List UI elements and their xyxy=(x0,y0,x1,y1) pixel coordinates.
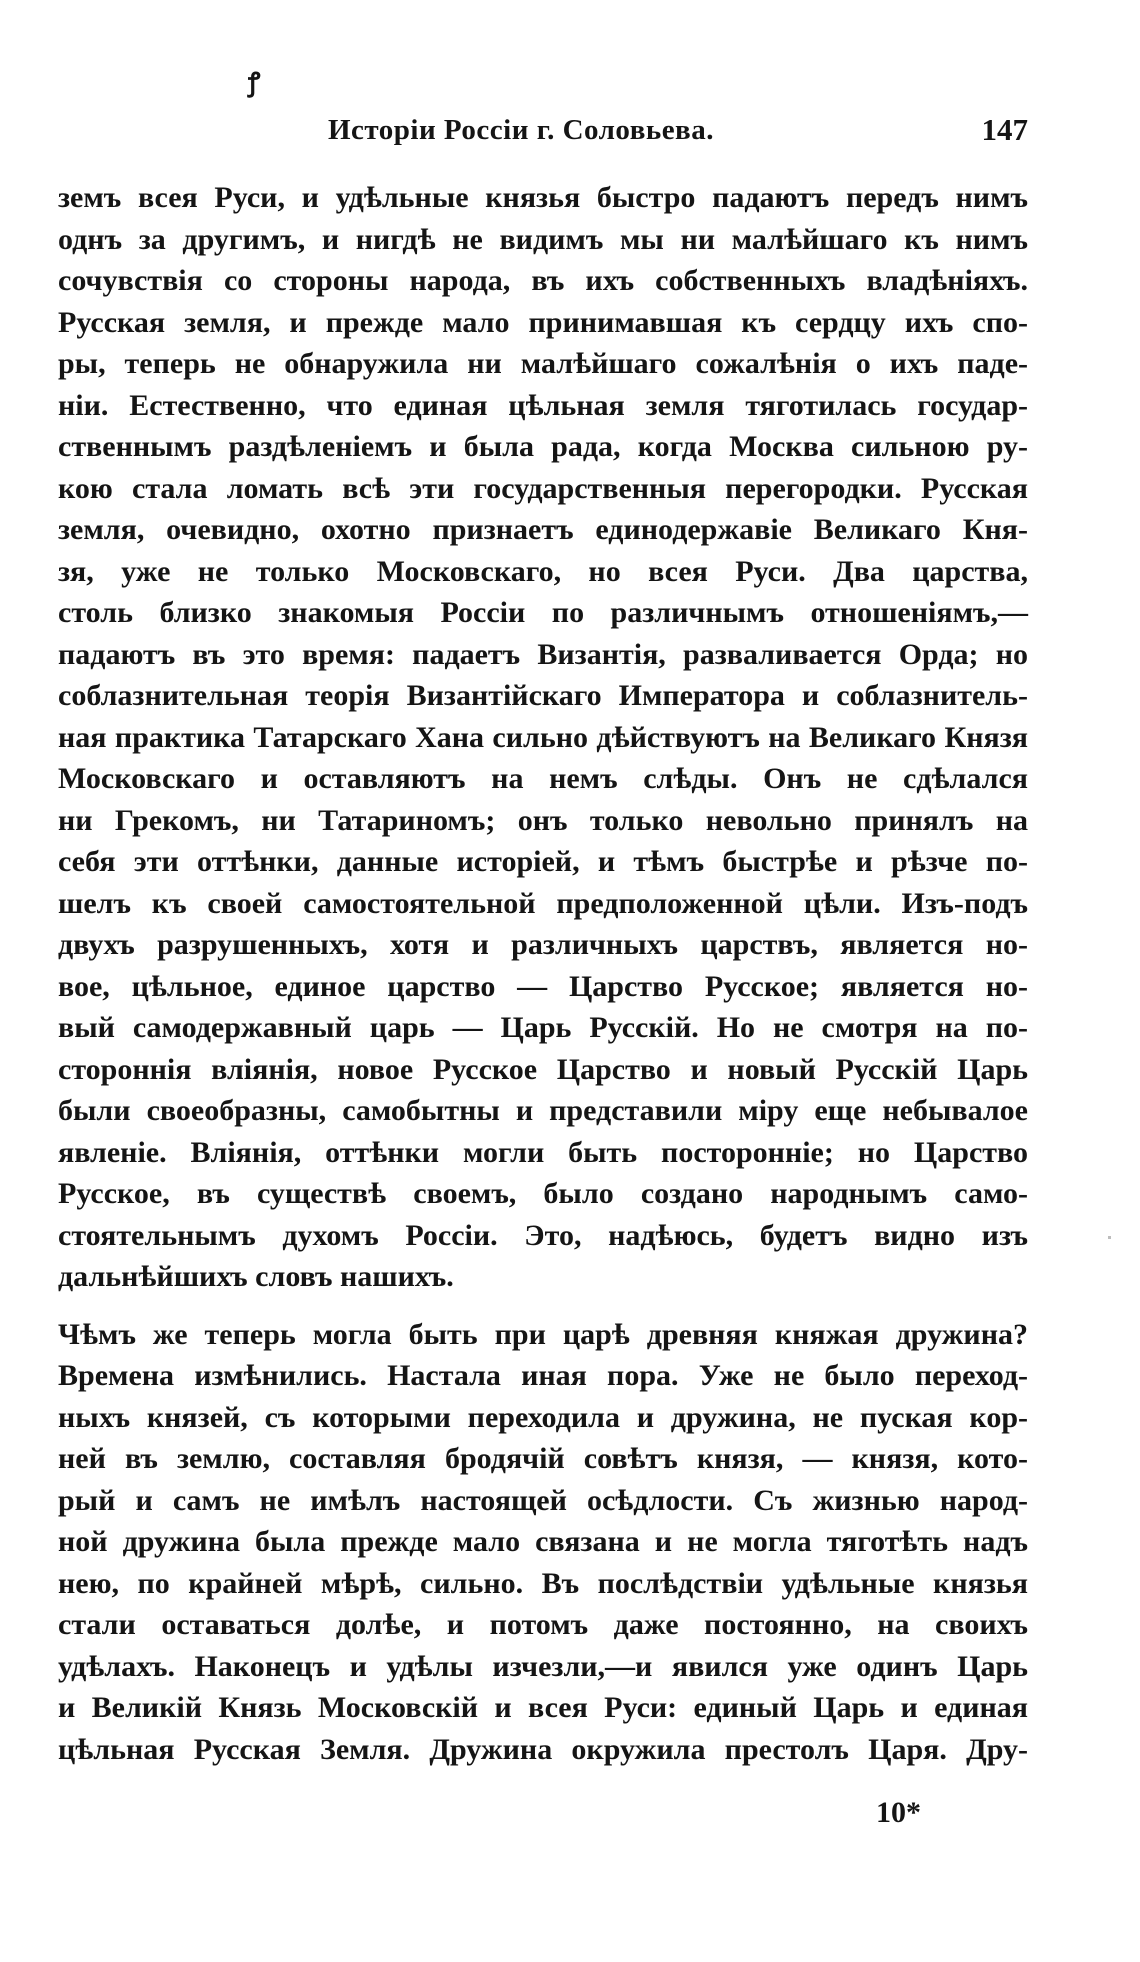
signature-mark: 10* xyxy=(876,1796,921,1829)
paragraph-1 xyxy=(58,177,1028,1298)
text-line: нею, по крайней мѣрѣ, сильно. Въ послѣдствіи удѣльные князья xyxy=(58,1566,1028,1600)
text-line: ной дружина была прежде мало связана и не могла тяготѣть надъ xyxy=(58,1525,1028,1558)
text-line: Чѣмъ же теперь могла быть при царѣ древняя княжая дружина? xyxy=(58,1317,1028,1351)
text-line: удѣлахъ. Наконецъ и удѣлы изчезли,—и явился уже одинъ Царь xyxy=(58,1649,1028,1683)
page-header xyxy=(58,110,1028,150)
text-line: себя эти оттѣнки, данные исторіей, и тѣмъ быстрѣе и рѣзче по- xyxy=(58,845,1028,878)
text-line: зя, уже не только Московскаго, но всея Руси. Два царства, xyxy=(58,554,1028,588)
text-line: сочувствія со стороны народа, въ ихъ собственныхъ владѣніяхъ. xyxy=(58,264,1028,297)
paragraph-2 xyxy=(58,1314,1028,1771)
text-line: стороннія вліянія, новое Русское Царство и новый Русскій Царь xyxy=(58,1052,1028,1086)
text-line: ственнымъ раздѣленіемъ и была рада, когда Москва сильною ру- xyxy=(58,430,1028,463)
text-line: кою стала ломать всѣ эти государственныя перегородки. Русская xyxy=(58,471,1028,505)
text-line: и Великій Князь Московскій и всея Руси: единый Царь и единая xyxy=(58,1691,1028,1724)
text-line: ни Грекомъ, ни Татариномъ; онъ только невольно принялъ на xyxy=(58,803,1028,837)
text-line: вое, цѣльное, единое царство — Царство Русское; является но- xyxy=(58,969,1028,1003)
text-line: ныхъ князей, съ которыми переходила и дружина, не пуская кор- xyxy=(58,1400,1028,1434)
text-line: были своеобразны, самобытны и представили міру еще небывалое xyxy=(58,1094,1028,1127)
text-line: цѣльная Русская Земля. Дружина окружила престолъ Царя. Дру- xyxy=(58,1732,1028,1766)
text-line: вый самодержавный царь — Царь Русскій. Но не смотря на по- xyxy=(58,1011,1028,1044)
paragraph-gap xyxy=(58,1298,1028,1314)
page-number: 147 xyxy=(981,112,1028,147)
text-line: рый и самъ не имѣлъ настоящей осѣдлости. Съ жизнью народ- xyxy=(58,1483,1028,1517)
running-title: Исторіи Россіи г. Соловьева. xyxy=(328,114,714,146)
text-line: столь близко знакомыя Россіи по различнымъ отношеніямъ,— xyxy=(58,596,1028,629)
text-line: стали оставаться долѣе, и потомъ даже постоянно, на своихъ xyxy=(58,1608,1028,1641)
text-line: однъ за другимъ, и нигдѣ не видимъ мы ни малѣйшаго къ нимъ xyxy=(58,222,1028,256)
text-line: ры, теперь не обнаружила ни малѣйшаго сожалѣнія о ихъ паде- xyxy=(58,347,1028,380)
text-line: Времена измѣнились. Настала иная пора. Уже не было переход- xyxy=(58,1359,1028,1392)
text-line: явленіе. Вліянія, оттѣнки могли быть посторонніе; но Царство xyxy=(58,1135,1028,1169)
text-line: падаютъ въ это время: падаетъ Византія, разваливается Орда; но xyxy=(58,637,1028,671)
paper-speck xyxy=(1108,1236,1111,1239)
text-line: шелъ къ своей самостоятельной предположенной цѣли. Изъ-подъ xyxy=(58,886,1028,920)
text-line: Русская земля, и прежде мало принимавшая къ сердцу ихъ спо- xyxy=(58,305,1028,339)
text-line: двухъ разрушенныхъ, хотя и различныхъ царствъ, является но- xyxy=(58,928,1028,961)
text-line: земля, очевидно, охотно признаетъ единодержавіе Великаго Кня- xyxy=(58,513,1028,546)
text-line: дальнѣйшихъ словъ нашихъ. xyxy=(58,1260,454,1293)
text-line: ней въ землю, составляя бродячій совѣтъ князя, — князя, кото- xyxy=(58,1442,1028,1475)
text-line: стоятельнымъ духомъ Россіи. Это, надѣюсь, будетъ видно изъ xyxy=(58,1218,1028,1252)
text-line: ная практика Татарскаго Хана сильно дѣйствуютъ на Великаго Князя xyxy=(58,720,1028,754)
body-text xyxy=(58,177,1028,1770)
text-line: Русское, въ существѣ своемъ, было создано народнымъ само- xyxy=(58,1177,1028,1210)
text-line: Московскаго и оставляютъ на немъ слѣды. Онъ не сдѣлался xyxy=(58,762,1028,795)
corner-mark: ꝭ xyxy=(248,68,261,98)
text-line: соблазнительная теорія Византійскаго Императора и соблазнитель- xyxy=(58,679,1028,712)
text-line: ніи. Естественно, что единая цѣльная земля тяготилась государ- xyxy=(58,388,1028,422)
text-line: земъ всея Руси, и удѣльные князья быстро падаютъ передъ нимъ xyxy=(58,181,1028,214)
